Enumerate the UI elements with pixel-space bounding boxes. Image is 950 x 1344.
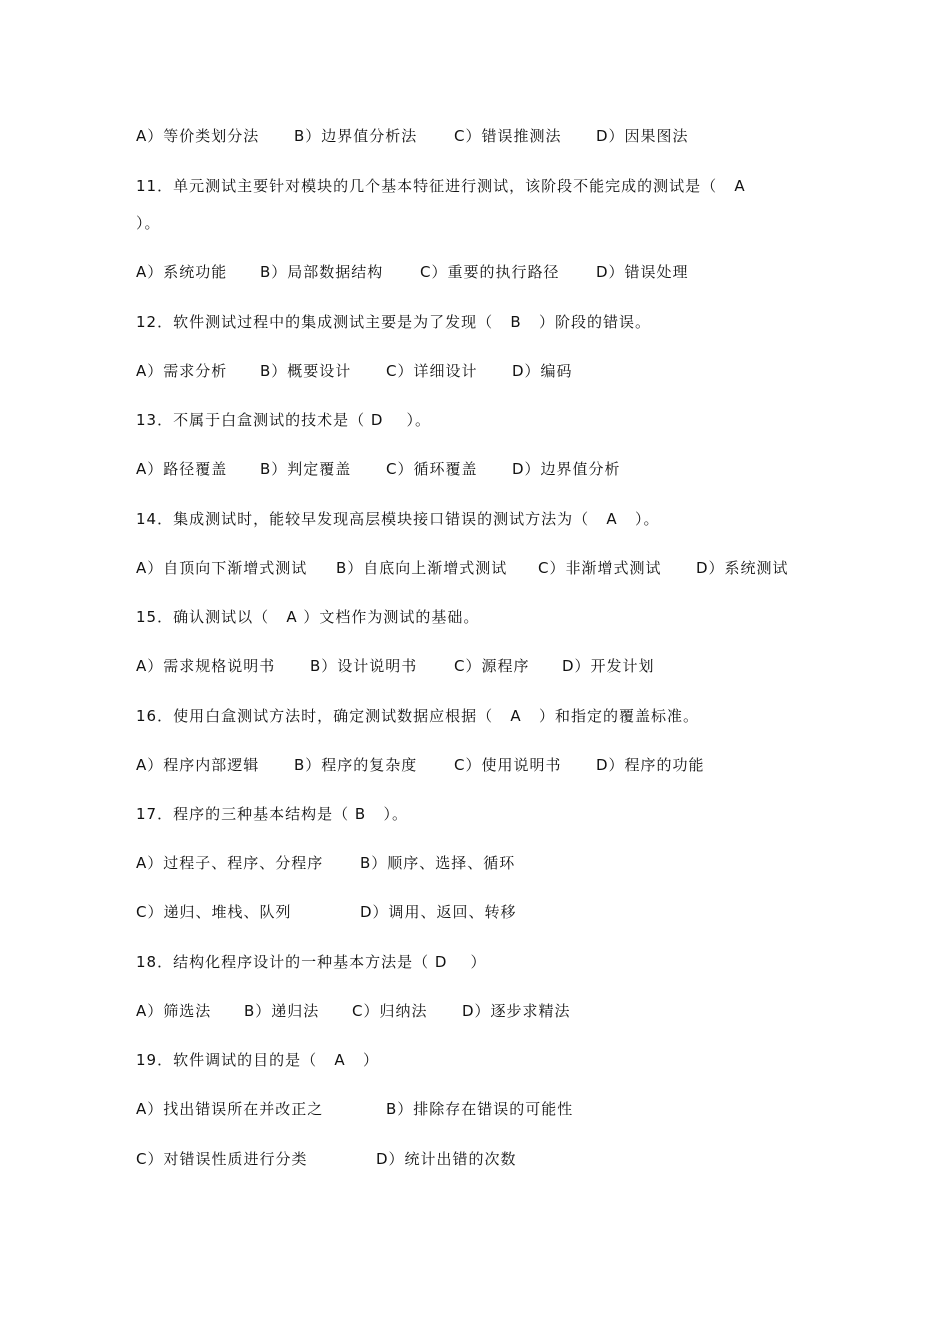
q10-option-a: A）等价类划分法 — [136, 127, 260, 145]
q10-option-b: B）边界值分析法 — [294, 127, 418, 145]
q13-option-a: A）路径覆盖 — [136, 460, 228, 478]
q12-option-d: D）编码 — [512, 362, 573, 380]
q11-stem-continued: ）。 — [136, 214, 161, 232]
q11-option-d: D）错误处理 — [596, 263, 689, 281]
q16-option-a: A）程序内部逻辑 — [136, 756, 260, 774]
q14-stem: 14．集成测试时，能较早发现高层模块接口错误的测试方法为（ A ）。 — [136, 510, 660, 528]
q12-option-b: B）概要设计 — [260, 362, 352, 380]
q14-option-a: A）自顶向下渐增式测试 — [136, 559, 308, 577]
q13-option-c: C）循环覆盖 — [386, 460, 478, 478]
q14-option-d: D）系统测试 — [696, 559, 789, 577]
q18-option-a: A）筛选法 — [136, 1002, 212, 1020]
q14-option-b: B）自底向上渐增式测试 — [336, 559, 508, 577]
q18-stem: 18．结构化程序设计的一种基本方法是（ D ） — [136, 953, 487, 971]
q15-option-c: C）源程序 — [454, 657, 530, 675]
q19-option-c: C）对错误性质进行分类 — [136, 1150, 308, 1168]
q12-option-c: C）详细设计 — [386, 362, 478, 380]
q17-option-d: D）调用、返回、转移 — [360, 903, 517, 921]
q13-stem: 13．不属于白盒测试的技术是（ D ）。 — [136, 411, 431, 429]
q15-stem: 15．确认测试以（ A ）文档作为测试的基础。 — [136, 608, 480, 626]
q11-option-c: C）重要的执行路径 — [420, 263, 560, 281]
q18-option-c: C）归纳法 — [352, 1002, 428, 1020]
q16-option-d: D）程序的功能 — [596, 756, 705, 774]
q18-option-b: B）递归法 — [244, 1002, 320, 1020]
q15-option-b: B）设计说明书 — [310, 657, 418, 675]
q18-option-d: D）逐步求精法 — [462, 1002, 571, 1020]
q10-option-c: C）错误推测法 — [454, 127, 562, 145]
q14-option-c: C）非渐增式测试 — [538, 559, 662, 577]
q11-stem: 11．单元测试主要针对模块的几个基本特征进行测试，该阶段不能完成的测试是（ A — [136, 177, 746, 195]
q17-option-c: C）递归、堆栈、队列 — [136, 903, 292, 921]
q12-stem: 12．软件测试过程中的集成测试主要是为了发现（ B ）阶段的错误。 — [136, 313, 651, 331]
q16-option-b: B）程序的复杂度 — [294, 756, 418, 774]
q13-option-d: D）边界值分析 — [512, 460, 621, 478]
q19-option-d: D）统计出错的次数 — [376, 1150, 517, 1168]
q15-option-d: D）开发计划 — [562, 657, 655, 675]
q11-option-a: A）系统功能 — [136, 263, 228, 281]
q19-option-a: A）找出错误所在并改正之 — [136, 1100, 324, 1118]
q11-option-b: B）局部数据结构 — [260, 263, 384, 281]
q10-option-d: D）因果图法 — [596, 127, 689, 145]
q19-stem: 19．软件调试的目的是（ A ） — [136, 1051, 379, 1069]
q13-option-b: B）判定覆盖 — [260, 460, 352, 478]
q12-option-a: A）需求分析 — [136, 362, 228, 380]
q16-stem: 16．使用白盒测试方法时，确定测试数据应根据（ A ）和指定的覆盖标准。 — [136, 707, 699, 725]
q17-stem: 17．程序的三种基本结构是（ B ）。 — [136, 805, 408, 823]
q17-option-a: A）过程子、程序、分程序 — [136, 854, 324, 872]
q16-option-c: C）使用说明书 — [454, 756, 562, 774]
q19-option-b: B）排除存在错误的可能性 — [386, 1100, 574, 1118]
q17-option-b: B）顺序、选择、循环 — [360, 854, 516, 872]
q15-option-a: A）需求规格说明书 — [136, 657, 276, 675]
